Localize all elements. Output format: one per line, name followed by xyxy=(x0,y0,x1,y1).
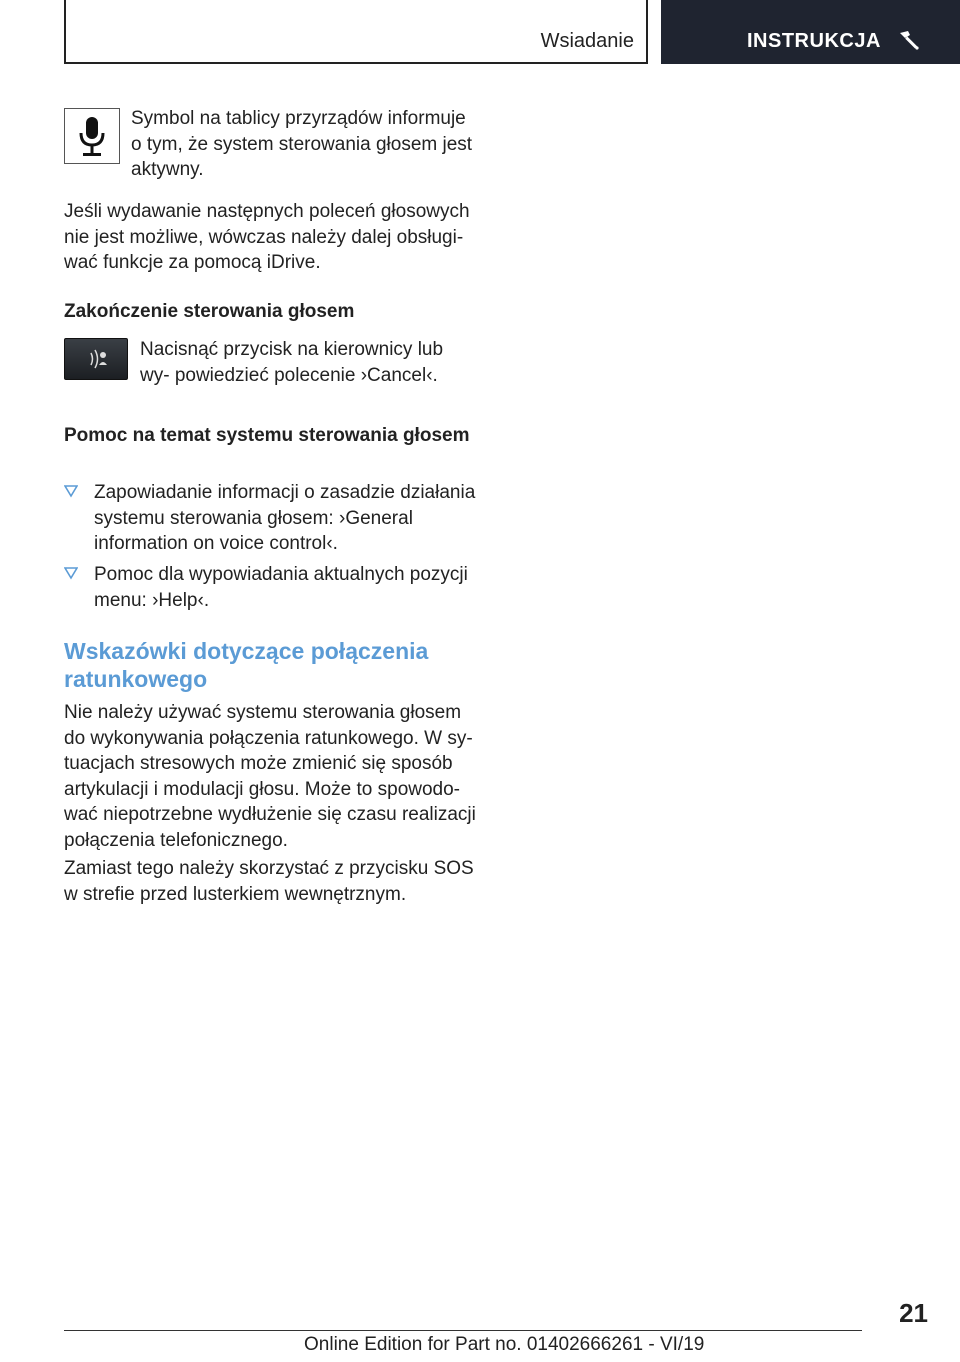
voice-command-button-icon xyxy=(64,338,128,380)
end-voice-text: Nacisnąć przycisk na kierownicy lub wy- powiedzieć polecenie ›Cancel‹. xyxy=(140,339,444,386)
footer-edition-text: Online Edition for Part no. 01402666261 - VI/19 xyxy=(304,1334,705,1355)
help-bullet-text: Zapowiadanie informacji o zasadzie działania systemu sterowania głosem: ›General information on voice control‹. xyxy=(94,482,476,554)
page-number: 21 xyxy=(899,1298,928,1328)
emergency-text-2: Zamiast tego należy skorzystać z przycisku SOS w strefie przed lusterkiem wewnętrznym. xyxy=(64,858,474,905)
idrive-text: Jeśli wydawanie następnych poleceń głosowych nie jest możliwe, wówczas należy dalej obsługi- wać funkcje za pomocą iDrive. xyxy=(64,201,470,273)
end-voice-heading: Zakończenie sterowania głosem xyxy=(64,301,355,322)
hammer-icon xyxy=(897,28,921,52)
emergency-heading: Wskazówki dotyczące połączenia ratunkowego xyxy=(64,638,429,692)
help-heading: Pomoc na temat systemu sterowania głosem xyxy=(64,425,470,446)
footer-divider xyxy=(64,1330,862,1331)
triangle-bullet-icon xyxy=(64,484,78,498)
list-item xyxy=(64,562,476,613)
emergency-text-1: Nie należy używać systemu sterowania głosem do wykonywania połączenia ratunkowego. W sy- tuacjach stresowych może zmienić się sposób artykulacji i modulacji głosu. Może to spowodo- wać niepotrzebne wydłużenie się czasu realizacji połączenia telefonicznego. xyxy=(64,702,476,851)
header-chapter-title: INSTRUKCJA xyxy=(747,30,881,52)
microphone-icon xyxy=(64,108,120,164)
triangle-bullet-icon xyxy=(64,566,78,580)
mic-symbol-text: Symbol na tablicy przyrządów informuje o tym, że system sterowania głosem jest aktywny. xyxy=(131,108,473,180)
header-section-box xyxy=(64,0,648,64)
header-chapter-box xyxy=(661,0,960,64)
header-section-title: Wsiadanie xyxy=(540,30,634,52)
list-item xyxy=(64,480,476,557)
help-bullet-text: Pomoc dla wypowiadania aktualnych pozycji menu: ›Help‹. xyxy=(94,564,468,611)
